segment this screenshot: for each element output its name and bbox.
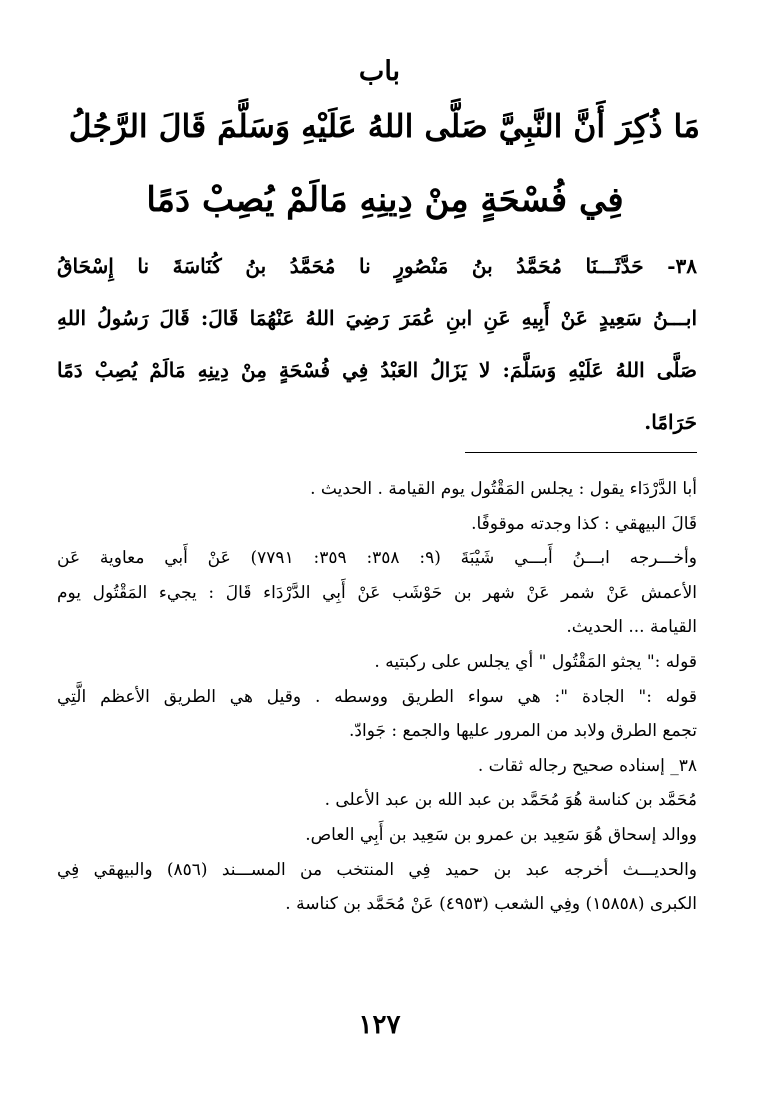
footnote-line: وأخـــرجه ابـــنُ أَبـــي شَيْبَةَ (٩: ٣٥٨: ٣٥٩: ٧٧٩١) عَنْ أَبي معاوية عَن — [57, 548, 697, 569]
hadith-line: ابـــنُ سَعِيدٍ عَنْ أَبِيهِ عَنِ ابنِ عُمَرَ رَضِيَ اللهُ عَنْهُمَا قَالَ: قَالَ رَسُولُ اللهِ — [57, 306, 697, 330]
hadith-line: حَرَامًا. — [644, 410, 697, 434]
footnotes — [57, 472, 697, 922]
footnote-line: الكبرى (١٥٨٥٨) وفِي الشعب (٤٩٥٣) عَنْ مُحَمَّد بن كناسة . — [285, 894, 697, 915]
footnote-divider — [465, 452, 697, 453]
hadith-text — [57, 240, 697, 448]
footnote-line: أبا الدَّرْدَاء يقول : يجلس المَقْتُول يوم القيامة . الحديث . — [310, 479, 697, 499]
footnote-line: مُحَمَّد بن كناسة هُوَ مُحَمَّد بن عبد الله بن عبد الأعلى . — [324, 790, 697, 811]
footnote-line: الأعمش عَنْ شمر عَنْ شهر بن حَوْشَب عَنْ أَبِي الدَّرْدَاء قَالَ : يجيء المَقْتُول يوم — [57, 582, 697, 603]
footnote-line: قوله :" الجادة ": هي سواء الطريق ووسطه . وقيل هي الطريق الأعظم الَّتِي — [57, 686, 697, 707]
chapter-title-line-2: فِي فُسْحَةٍ مِنْ دِينِهِ مَالَمْ يُصِبْ دَمًا — [146, 180, 624, 220]
footnote-line: القيامة ... الحديث. — [566, 617, 697, 638]
page-number: ١٢٧ — [358, 1010, 401, 1040]
footnote-line: ووالد إسحاق هُوَ سَعِيد بن عمرو بن سَعِيد بن أَبِي العاص. — [305, 824, 697, 845]
hadith-line: ٣٨- حَدَّثَـــنَا مُحَمَّدُ بنُ مَنْصُورٍ نا مُحَمَّدُ بنُ كُنَاسَةَ نا إِسْحَاقُ — [57, 254, 697, 278]
chapter-label: باب — [358, 56, 401, 87]
footnote-line: قَالَ البيهقي : كذا وجدته موقوفًا. — [471, 513, 697, 534]
footnote-line: ٣٨_ إسناده صحيح رجاله ثقات . — [477, 755, 697, 776]
chapter-title-line-1: مَا ذُكِرَ أَنَّ النَّبِيَّ صَلَّى اللهُ عَلَيْهِ وَسَلَّمَ قَالَ الرَّجُلُ — [68, 108, 700, 145]
footnote-line: قوله :" يجثو المَقْتُول " أي يجلس على ركبتيه . — [374, 651, 697, 672]
footnote-line: تجمع الطرق ولابد من المرور عليها والجمع : جَوادّ. — [349, 721, 697, 742]
footnote-line: والحديـــث أخرجه عبد بن حميد فِي المنتخب من المســـند (٨٥٦) والبيهقي فِي — [57, 859, 698, 880]
hadith-line: صَلَّى اللهُ عَلَيْهِ وَسَلَّمَ: لا يَزَالُ العَبْدُ فِي فُسْحَةٍ مِنْ دِينِهِ مَالَمْ يُصِبْ دَمًا — [57, 358, 697, 382]
